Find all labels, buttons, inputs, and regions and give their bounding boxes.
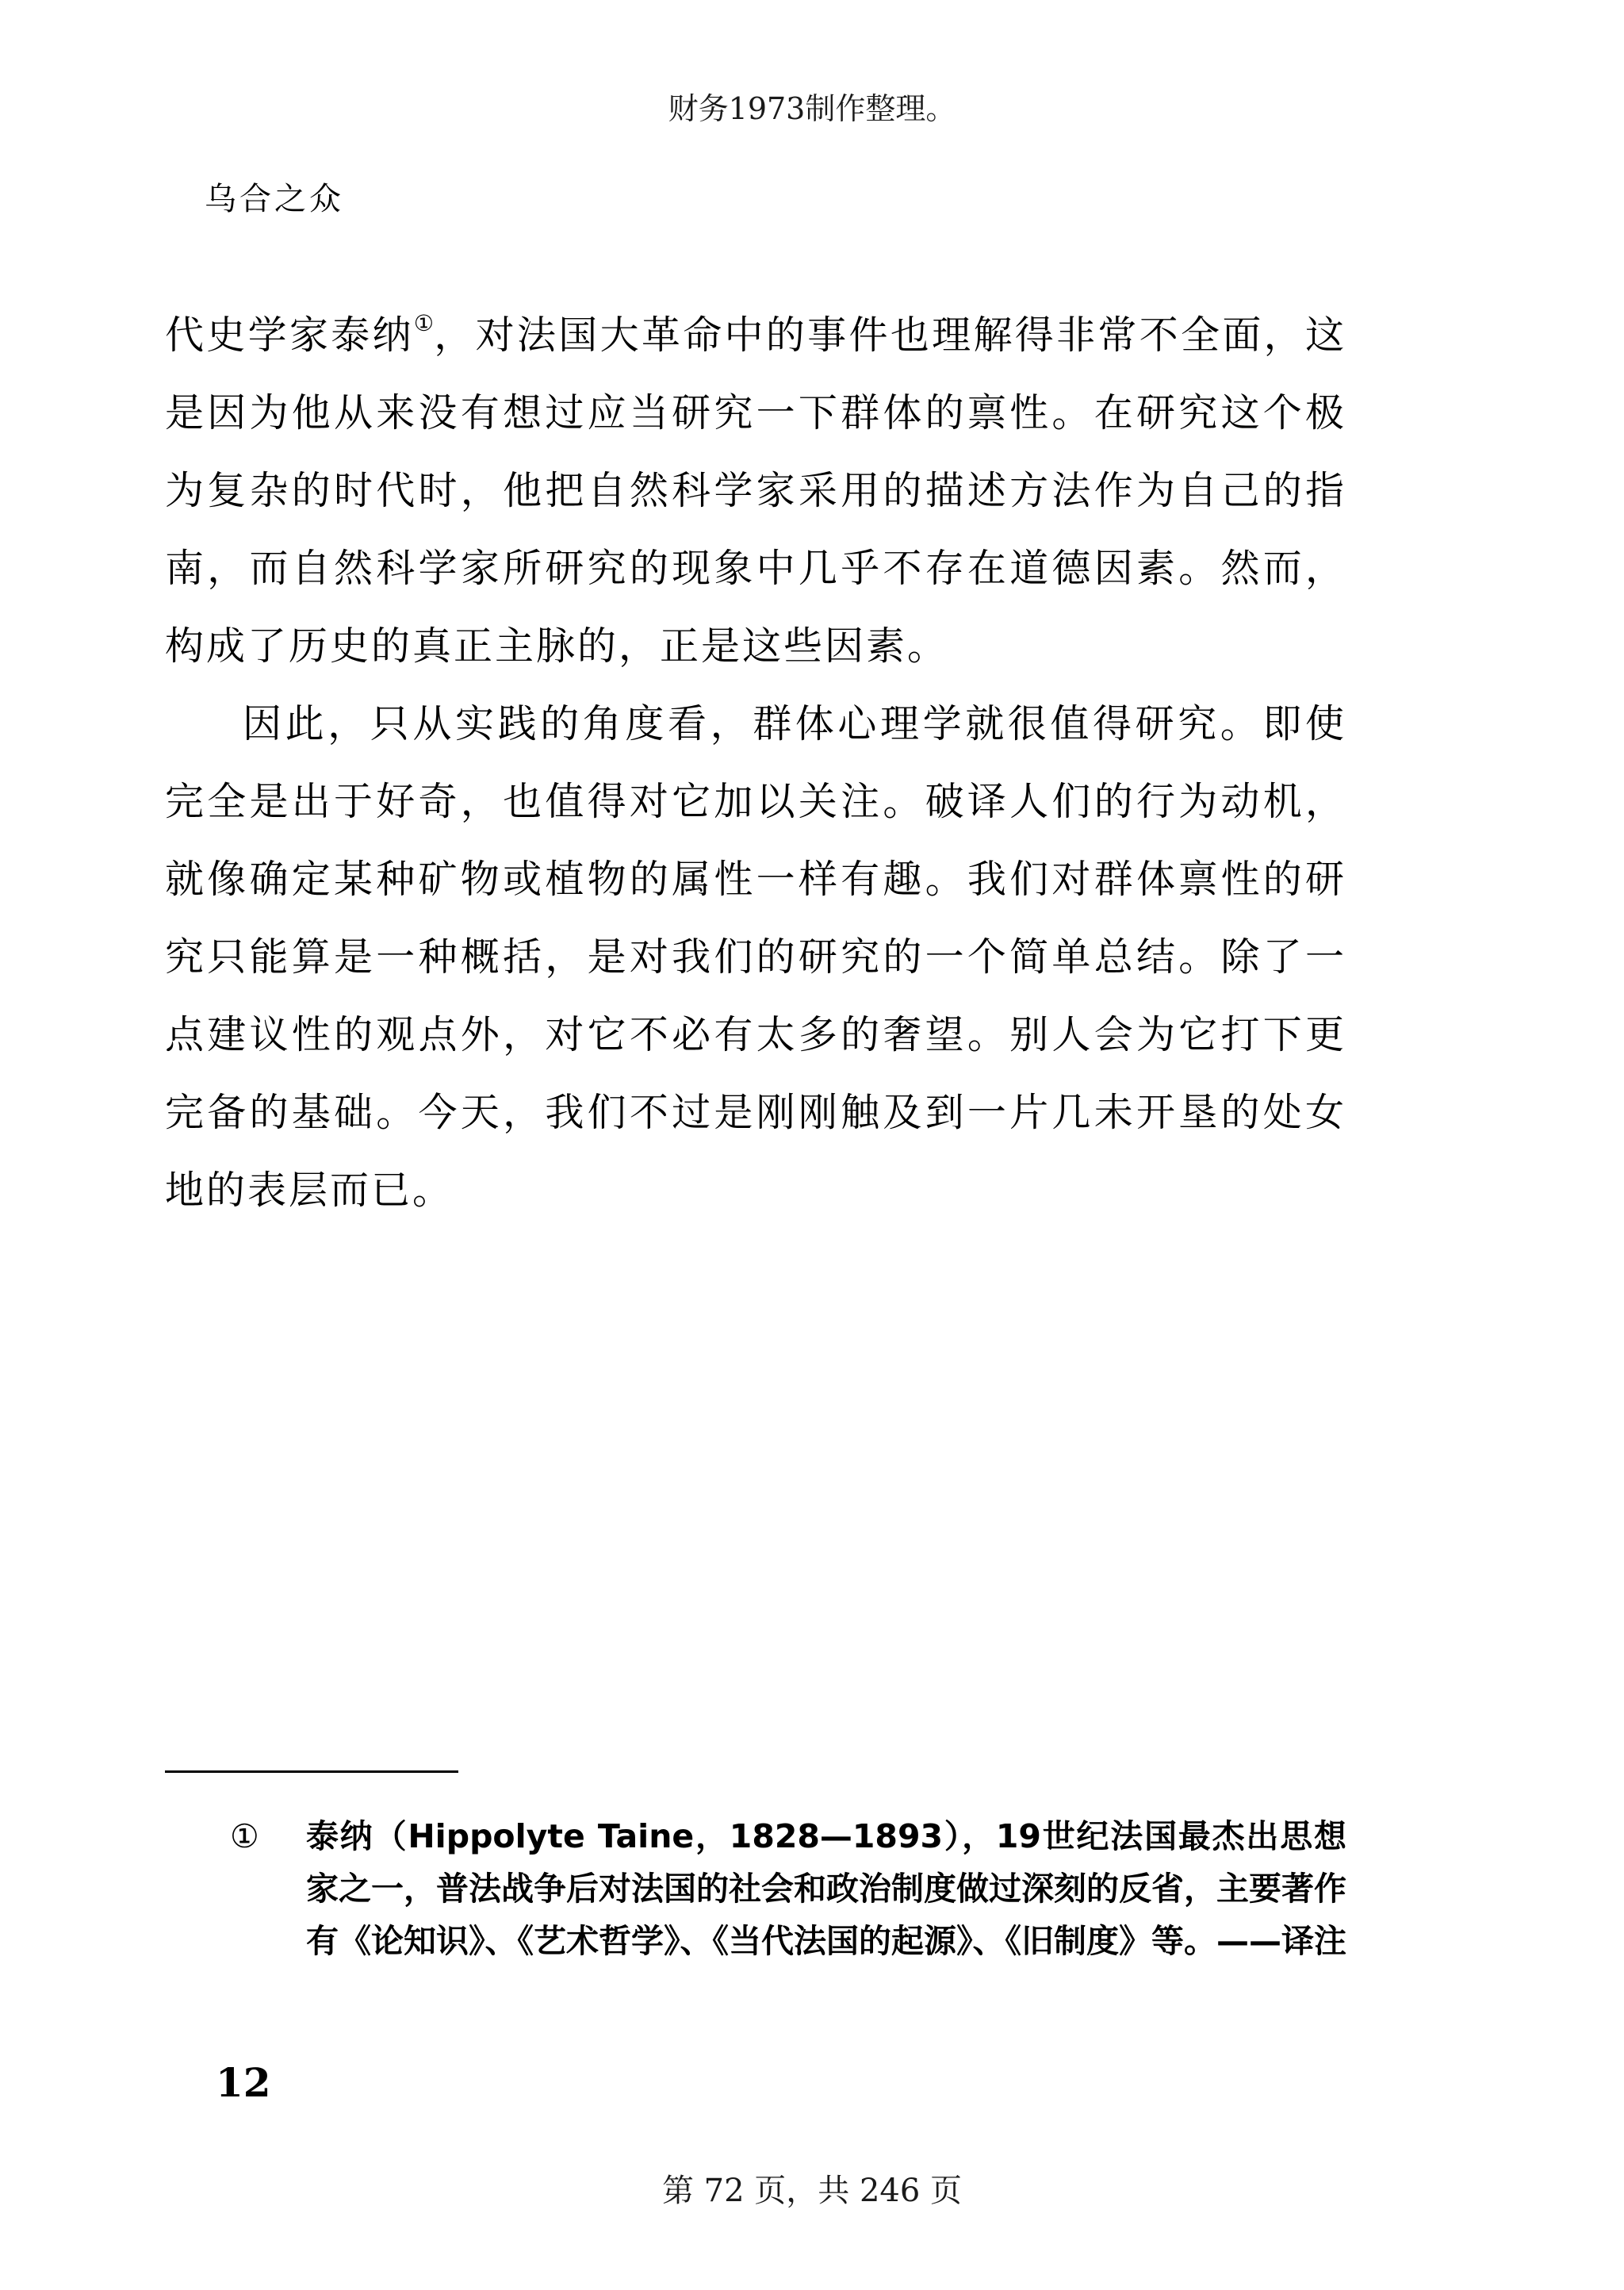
viewer-page-indicator: 第 72 页，共 246 页 bbox=[661, 2173, 963, 2209]
running-head: 乌合之众 bbox=[205, 181, 344, 217]
paragraph-1-start: 代史学家泰纳 bbox=[165, 313, 414, 358]
footnote-text: 泰纳（Hippolyte Taine，1828—1893），19世纪法国最杰出思想家之一，普法战争后对法国的社会和政治制度做过深刻的反省，主要著作有《论知识》、《艺术哲学》、《当代法国的起源》、《旧制度》等。——译注 bbox=[306, 1817, 1346, 1960]
footnote bbox=[230, 1810, 1346, 1967]
page-number: 12 bbox=[216, 2059, 271, 2106]
body-text bbox=[165, 297, 1346, 1229]
footnote-number: ① bbox=[230, 1817, 259, 1855]
paragraph-1 bbox=[165, 297, 1346, 685]
footnote-divider bbox=[165, 1770, 458, 1773]
paragraph-2: 因此，只从实践的角度看，群体心理学就很值得研究。即使完全是出于好奇，也值得对它加以关注。破译人们的行为动机，就像确定某种矿物或植物的属性一样有趣。我们对群体禀性的研究只能算是一种概括，是对我们的研究的一个简单总结。除了一点建议性的观点外，对它不必有太多的奢望。别人会为它打下更完备的基础。今天，我们不过是刚刚触及到一片几未开垦的处女地的表层而已。 bbox=[165, 701, 1346, 1213]
paragraph-1-rest: ，对法国大革命中的事件也理解得非常不全面，这是因为他从来没有想过应当研究一下群体的禀性。在研究这个极为复杂的时代时，他把自然科学家采用的描述方法作为自己的指南，而自然科学家所研究的现象中几乎不存在道德因素。然而，构成了历史的真正主脉的，正是这些因素。 bbox=[165, 313, 1346, 669]
watermark-text: 财务1973制作整理。 bbox=[668, 91, 956, 126]
footnote-reference[interactable]: ① bbox=[413, 310, 435, 336]
